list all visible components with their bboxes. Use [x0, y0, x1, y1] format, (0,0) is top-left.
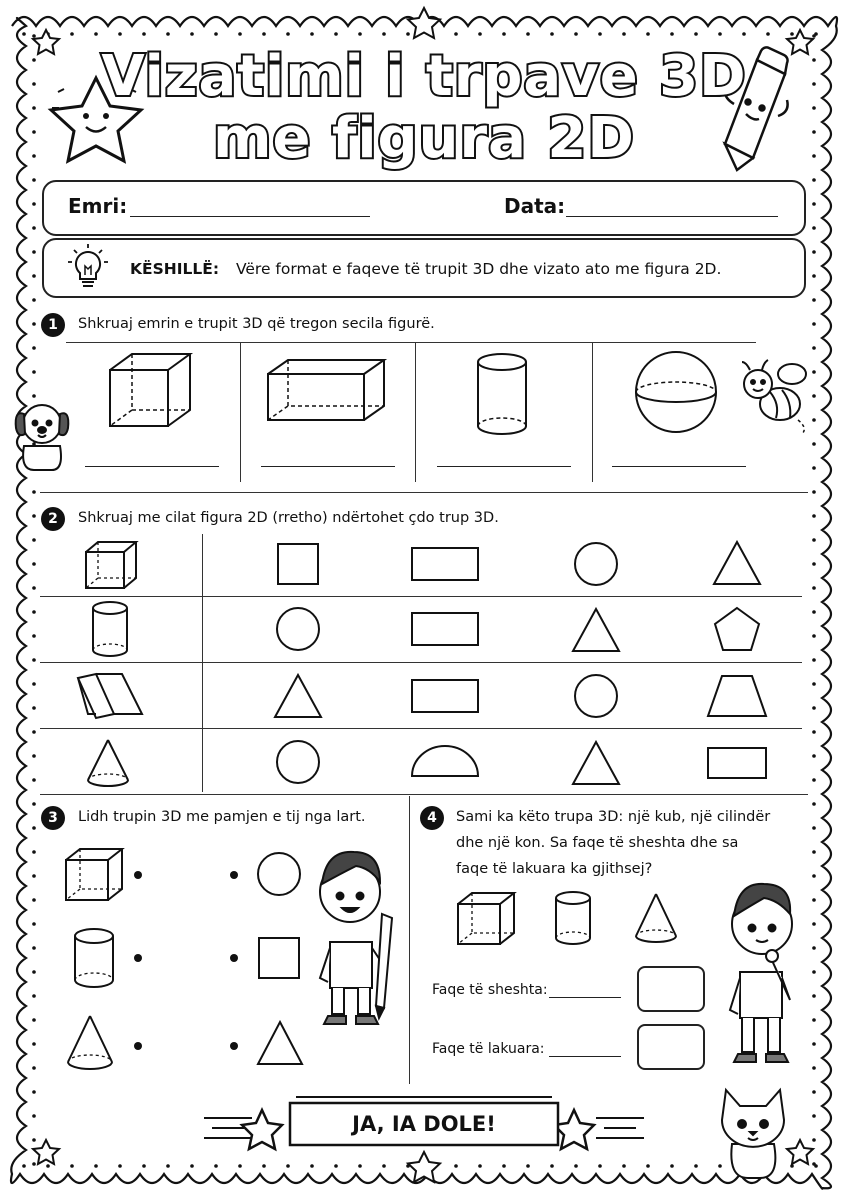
section-1-number: 1 [41, 313, 65, 337]
kitten-icon [718, 1086, 788, 1182]
section-2-instruction: Shkruaj me cilat figura 2D (rretho) ndërtohet çdo trup 3D. [78, 510, 499, 526]
footer-banner-text: JA, IA DOLE! [352, 1112, 496, 1136]
flat-faces-label: Faqe të sheshta: [432, 982, 548, 998]
tip-label: KËSHILLË: [130, 260, 220, 278]
page-title-line-1: Vizatimi i trpave 3D [101, 44, 747, 109]
curved-faces-label: Faqe të lakuara: [432, 1041, 545, 1057]
section-4-text-line-2: dhe një kon. Sa faqe të sheshta dhe sa [456, 835, 739, 851]
section-3-instruction: Lidh trupin 3D me pamjen e tij nga lart. [78, 809, 366, 825]
section-3-number: 3 [41, 806, 65, 830]
date-label: Data: [504, 194, 566, 218]
section-4-number: 4 [420, 806, 444, 830]
name-label: Emri: [68, 194, 128, 218]
tip-text: Vëre format e faqeve të trupit 3D dhe vizato ato me figura 2D. [236, 260, 722, 278]
section-4-text-line-1: Sami ka këto trupa 3D: një kub, një cilindër [456, 809, 771, 825]
section-2-number: 2 [41, 507, 65, 531]
section-4-text-line-3: faqe të lakuara ka gjithsej? [456, 861, 653, 877]
section-1-instruction: Shkruaj emrin e trupit 3D që tregon secila figurë. [78, 316, 435, 332]
page-title-line-2: me figura 2D [213, 106, 635, 171]
